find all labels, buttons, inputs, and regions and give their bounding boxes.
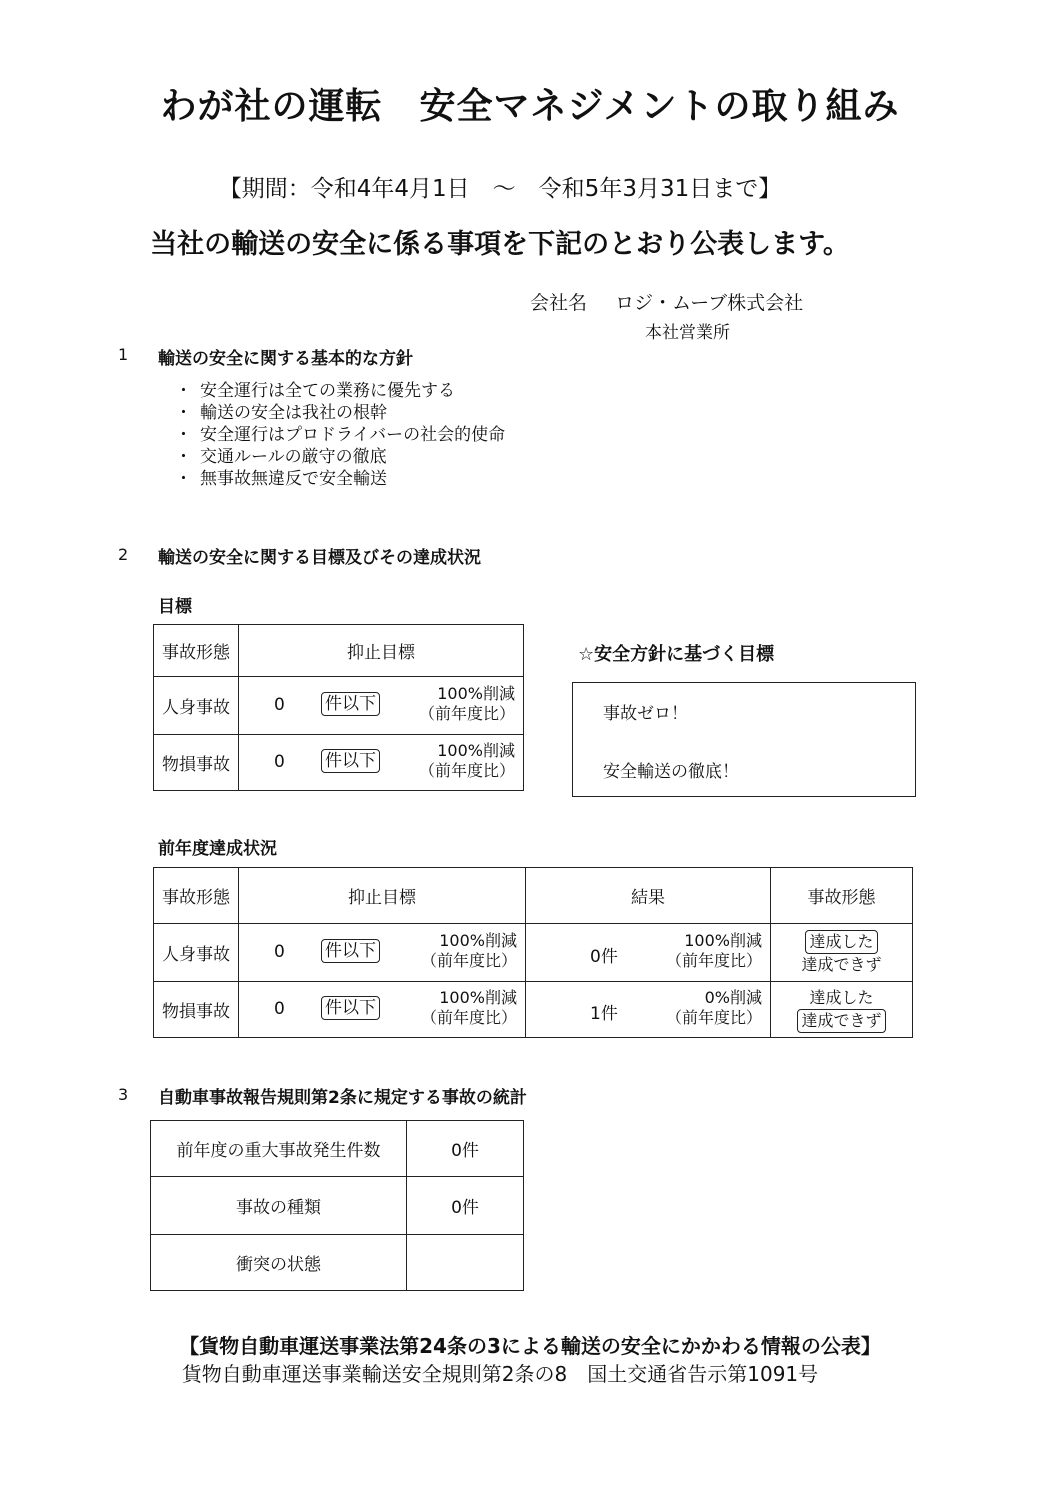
stat-label: 衝突の状態	[151, 1235, 407, 1291]
policy-goal-box	[572, 682, 916, 797]
stat-value: 0件	[407, 1121, 524, 1177]
page-title: わが社の運転 安全マネジメントの取り組み	[160, 86, 900, 127]
list-item: ・ 輸送の安全は我社の根幹	[175, 402, 505, 424]
header-status: 事故形態	[771, 868, 913, 924]
result-count: 1件	[590, 1003, 618, 1024]
table-row	[151, 1121, 524, 1177]
row-reduction	[419, 684, 515, 724]
row-type: 人身事故	[154, 677, 239, 735]
section1-number: 1	[118, 345, 129, 364]
row-reduction	[421, 931, 517, 971]
stat-label: 事故の種類	[151, 1177, 407, 1235]
row-type: 人身事故	[154, 924, 239, 982]
not-achieved-option-circled: 達成できず	[797, 1009, 885, 1033]
achieved-option-circled: 達成した	[805, 930, 877, 954]
reduce-text: 100%削減	[439, 987, 517, 1007]
stat-value: 0件	[407, 1177, 524, 1235]
section3-heading: 自動車事故報告規則第2条に規定する事故の統計	[158, 1088, 527, 1108]
not-achieved-option: 達成できず	[801, 954, 882, 974]
header-type: 事故形態	[154, 625, 239, 677]
list-item: ・ 安全運行は全ての業務に優先する	[175, 380, 505, 402]
list-item: ・ 安全運行はプロドライバーの社会的使命	[175, 424, 505, 446]
result-reduction	[666, 988, 762, 1028]
header-type: 事故形態	[154, 868, 239, 924]
reduce-text: 100%削減	[437, 683, 515, 703]
policy-goal-line: 事故ゼロ！	[603, 704, 688, 724]
goal-table	[153, 624, 524, 791]
row-reduction	[421, 988, 517, 1028]
row-target	[239, 735, 524, 791]
list-item: ・ 交通ルールの厳守の徹底	[175, 446, 505, 468]
policy-goal-heading: ☆安全方針に基づく目標	[578, 644, 775, 665]
company-name: ロジ・ムーブ株式会社	[615, 292, 804, 314]
office-name: 本社営業所	[645, 323, 730, 343]
table-row	[154, 677, 524, 735]
result-reduction	[666, 931, 762, 971]
achieved-option: 達成した	[809, 987, 874, 1007]
section2-heading: 輸送の安全に関する目標及びその達成状況	[158, 548, 481, 568]
base-text: （前年度比）	[418, 703, 515, 723]
footer-line-2: 貨物自動車運送事業輸送安全規則第2条の8 国土交通省告示第1091号	[181, 1362, 819, 1386]
row-unit: 件以下	[321, 939, 380, 963]
header-target: 抑止目標	[239, 625, 524, 677]
table-row	[151, 1177, 524, 1235]
list-item: ・ 無事故無違反で安全輸送	[175, 468, 505, 490]
header-target: 抑止目標	[239, 868, 526, 924]
reduce-text: 100%削減	[439, 930, 517, 950]
row-unit: 件以下	[321, 749, 380, 773]
accident-stats-table	[150, 1120, 524, 1291]
base-text: （前年度比）	[665, 950, 762, 970]
row-type: 物損事故	[154, 735, 239, 791]
status-table	[153, 867, 913, 1038]
row-count: 0	[274, 694, 285, 715]
section1-heading: 輸送の安全に関する基本的な方針	[158, 349, 413, 369]
row-count: 0	[274, 941, 285, 962]
row-result	[526, 982, 771, 1038]
base-text: （前年度比）	[420, 1007, 517, 1027]
footer-line-1: 【貨物自動車運送事業法第24条の3による輸送の安全にかかわる情報の公表】	[179, 1334, 881, 1358]
base-text: （前年度比）	[420, 950, 517, 970]
row-count: 0	[274, 751, 285, 772]
base-text: （前年度比）	[418, 760, 515, 780]
row-type: 物損事故	[154, 982, 239, 1038]
company-line	[530, 288, 803, 315]
row-reduction	[419, 741, 515, 781]
row-target	[239, 982, 526, 1038]
row-target	[239, 924, 526, 982]
result-count: 0件	[590, 946, 618, 967]
reduce-text: 100%削減	[437, 740, 515, 760]
policy-goal-line: 安全輸送の徹底！	[603, 762, 739, 782]
policy-list	[175, 380, 505, 490]
company-label: 会社名	[530, 292, 588, 314]
row-count: 0	[274, 998, 285, 1019]
row-achievement	[771, 924, 913, 982]
notice-text: 当社の輸送の安全に係る事項を下記のとおり公表します。	[150, 229, 850, 260]
stat-label: 前年度の重大事故発生件数	[151, 1121, 407, 1177]
row-unit: 件以下	[321, 692, 380, 716]
table-row	[151, 1235, 524, 1291]
row-achievement	[771, 982, 913, 1038]
stat-value	[407, 1235, 524, 1291]
base-text: （前年度比）	[665, 1007, 762, 1027]
section3-number: 3	[118, 1085, 129, 1104]
reduce-text: 100%削減	[684, 930, 762, 950]
table-row	[154, 735, 524, 791]
header-result: 結果	[526, 868, 771, 924]
table-row	[154, 924, 913, 982]
table-row	[154, 982, 913, 1038]
row-target	[239, 677, 524, 735]
row-result	[526, 924, 771, 982]
status-label: 前年度達成状況	[158, 839, 277, 859]
row-unit: 件以下	[321, 996, 380, 1020]
section2-number: 2	[118, 545, 129, 564]
reduce-text: 0%削減	[704, 987, 762, 1007]
goal-label: 目標	[158, 597, 192, 617]
period-text: 【期間：令和4年4月1日 ～ 令和5年3月31日まで】	[218, 176, 782, 202]
